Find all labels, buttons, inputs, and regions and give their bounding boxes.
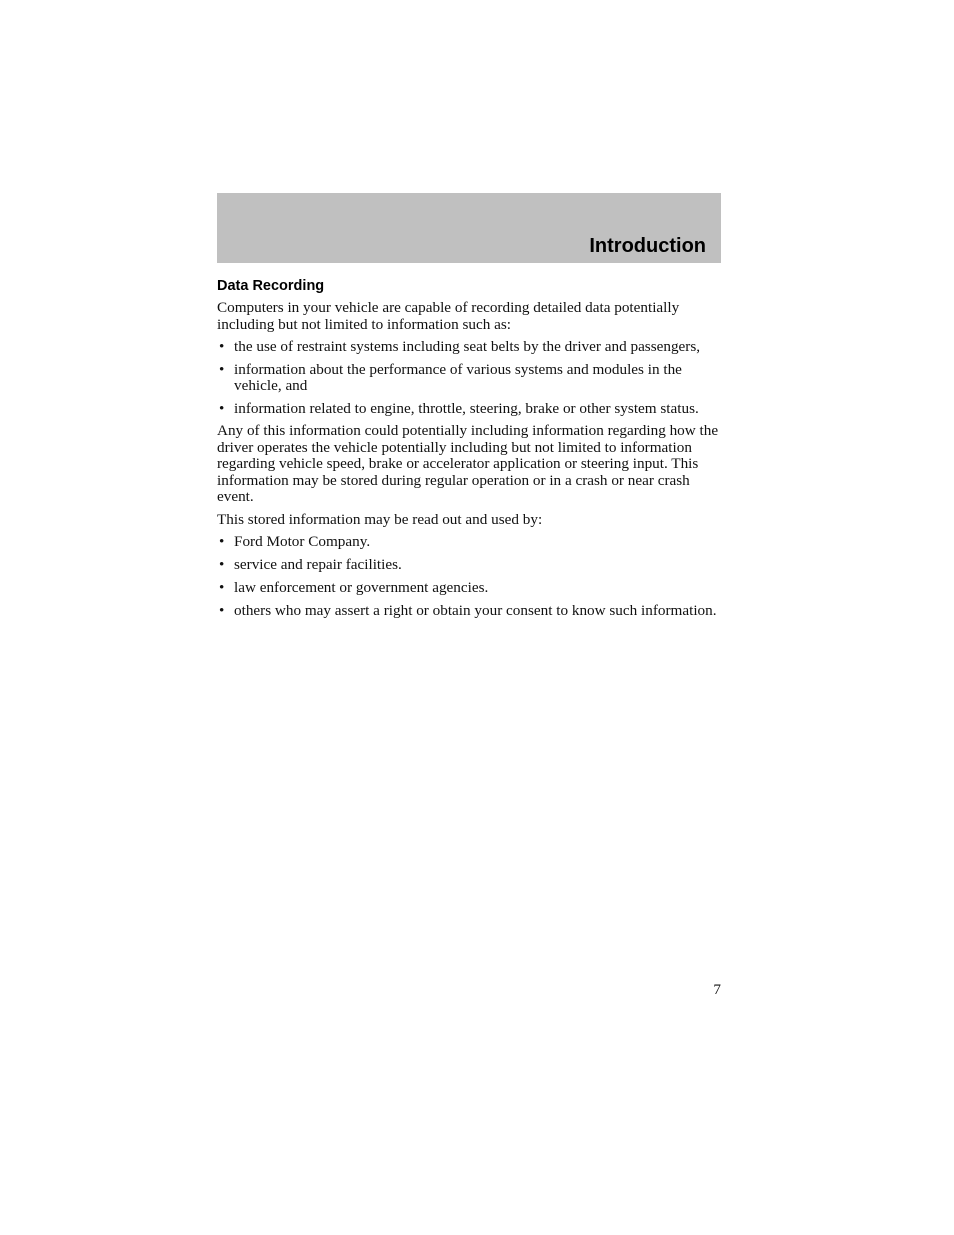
readers-intro-paragraph: This stored information may be read out and used by: [217,510,543,528]
intro-paragraph: Computers in your vehicle are capable of recording detailed data potentially including but not limited to information such as: [217,299,680,333]
list-item [217,534,721,551]
bullet-icon: • [219,602,225,619]
list-item [217,362,721,395]
bullet-icon: • [219,533,225,550]
list-item [217,339,721,356]
list-item-text: information related to engine, throttle, steering, brake or other system status. [234,399,699,417]
chapter-title: Introduction [589,235,706,257]
list-item-text: others who may assert a right or obtain your consent to know such information. [234,602,717,619]
body-paragraph: Any of this information could potentially including information regarding how the driver operates the vehicle potentially including but not limited to information regarding vehicle speed, brake or accelerator application or steering input. This information may be stored during regular operation or in a crash or near crash event. [217,422,719,505]
list-item [217,557,721,574]
bullet-icon: • [219,399,225,417]
list-item [217,603,721,620]
page-number: 7 [713,981,721,998]
list-item-text: Ford Motor Company. [234,533,371,550]
bullet-icon: • [219,579,225,596]
bullet-icon: • [219,360,225,378]
page-content [217,277,721,626]
list-item-text: service and repair facilities. [234,556,402,573]
readers-list [217,534,721,620]
bullet-icon: • [219,338,225,355]
list-item [217,401,721,418]
list-item-text: the use of restraint systems including seat belts by the driver and passengers, [234,338,701,355]
list-item-text: information about the performance of various systems and modules in the vehicle, and [234,360,682,394]
recorded-items-list [217,339,721,417]
list-item-text: law enforcement or government agencies. [234,579,489,596]
list-item [217,580,721,597]
chapter-header-band [217,193,721,263]
bullet-icon: • [219,556,225,573]
section-heading: Data Recording [217,278,325,294]
